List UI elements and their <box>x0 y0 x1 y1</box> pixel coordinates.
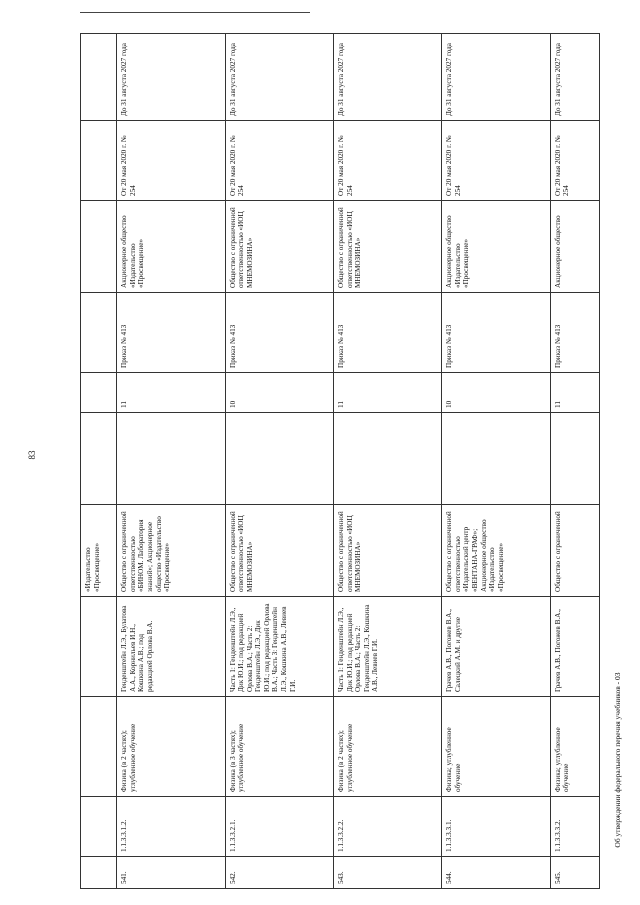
cell-empty <box>117 413 225 505</box>
cell-publisher-author: Общество с ограниченной ответственностью «ИОЦ МНЕМОЗИНА» <box>333 505 441 597</box>
cell-authors: Грачев А.В., Погожев В.А., Салецкий А.М. и другие <box>442 597 550 697</box>
cell-publisher: Акционерное общество «Издательство «Просвещение» <box>117 201 225 293</box>
cell-code: 1.1.3.3.2.2. <box>333 797 441 857</box>
cell-date-to: До 31 августа 2027 года <box>333 34 441 121</box>
cell-publisher-author: Общество с ограниченной <box>550 505 599 597</box>
cell-name: Физика; углубленное обучение <box>442 697 550 797</box>
cell-number: 543. <box>333 857 441 889</box>
cell-grade: 11 <box>333 373 441 413</box>
cell-authors: Генденштейн Л.Э., Булатова А.А., Корнильев И.Н., Кошкина А.В.; под редакцией Орлова В.А. <box>117 597 225 697</box>
cell-order: Приказ № 413 <box>117 293 225 373</box>
page-number: 83 <box>27 450 37 460</box>
cell-name: Физика; углубленное обучение <box>550 697 599 797</box>
cell-publisher: Акционерное общество «Издательство «Просвещение» <box>442 201 550 293</box>
table-row <box>442 34 550 889</box>
cell-empty <box>442 413 550 505</box>
cell-code: 1.1.3.3.3.1. <box>442 797 550 857</box>
table-row-continuation <box>81 34 117 889</box>
cell-date-to: До 31 августа 2027 года <box>117 34 225 121</box>
cell-number: 541. <box>117 857 225 889</box>
top-rule <box>80 12 310 13</box>
textbook-table <box>80 33 600 889</box>
cell-empty <box>333 413 441 505</box>
cell-date-from: От 20 мая 2020 г. № 254 <box>333 121 441 201</box>
cell-date-from: От 20 мая 2020 г. № 254 <box>442 121 550 201</box>
cell-date-to: До 31 августа 2027 года <box>442 34 550 121</box>
cell-date-from: От 20 мая 2020 г. № 254 <box>117 121 225 201</box>
cell-name: Физика (в 2 частях); углубленное обучение <box>117 697 225 797</box>
cell-date-from: От 20 мая 2020 г. № 254 <box>225 121 333 201</box>
cell-name: Физика (в 3 частях); углубленное обучение <box>225 697 333 797</box>
cell-publisher: Акционерное общество <box>550 201 599 293</box>
cell-publisher-author: Общество с ограниченной ответственностью «БИНОМ. Лаборатория знаний»; Акционерное общество «Издательство «Просвещение» <box>117 505 225 597</box>
cell-publisher-author: «Издательство «Просвещение» <box>81 505 117 597</box>
cell-empty <box>225 413 333 505</box>
cell-date-to: До 31 августа 2027 года <box>550 34 599 121</box>
cell-number: 542. <box>225 857 333 889</box>
cell-grade: 11 <box>550 373 599 413</box>
cell-order: Приказ № 413 <box>225 293 333 373</box>
cell-grade: 10 <box>225 373 333 413</box>
cell-publisher: Общество с ограниченной ответственностью «ИОЦ МНЕМОЗИНА» <box>225 201 333 293</box>
cell-code: 1.1.3.3.2.1. <box>225 797 333 857</box>
table-row <box>550 34 599 889</box>
rotated-page-content <box>80 34 600 889</box>
cell-order: Приказ № 413 <box>550 293 599 373</box>
cell-code: 1.1.3.3.3.2. <box>550 797 599 857</box>
cell-publisher: Общество с ограниченной ответственностью «ИОЦ МНЕМОЗИНА» <box>333 201 441 293</box>
cell-authors: Часть 1: Генденштейн Л.Э., Дик Ю.И.; под редакцией Орлова В.А.; Часть 2: Генденштейн Л.Э., Дик Ю.И.; под редакцией Орлова В.А.; Часть 3: Генденштейн Л.Э., Кошкина А.В., Левиев Г.И. <box>225 597 333 697</box>
cell-grade: 11 <box>117 373 225 413</box>
cell-publisher-author: Общество с ограниченной ответственностью «ИОЦ МНЕМОЗИНА» <box>225 505 333 597</box>
textbook-table-container <box>80 34 600 889</box>
cell-code: 1.1.3.3.1.2. <box>117 797 225 857</box>
cell-authors: Грачев А.В., Погожев В.А., <box>550 597 599 697</box>
cell-number: 545. <box>550 857 599 889</box>
cell-date-from: От 20 мая 2020 г. № 254 <box>550 121 599 201</box>
cell-order: Приказ № 413 <box>442 293 550 373</box>
cell-publisher-author: Общество с ограниченной ответственностью «Издательский центр «ВЕНТАНА-ГРАФ»; Акционерное общество «Издательство «Просвещение» <box>442 505 550 597</box>
cell-authors: Часть 1: Генденштейн Л.Э., Дик Ю.И.; под редакцией Орлова В.А.; Часть 2: Генденштейн Л.Э., Кошкина А.В., Левиев Г.И. <box>333 597 441 697</box>
table-row <box>333 34 441 889</box>
cell-number: 544. <box>442 857 550 889</box>
cell-order: Приказ № 413 <box>333 293 441 373</box>
document-footer: Об утверждении федерального перечня учебников - 03 <box>613 672 622 848</box>
cell-grade: 10 <box>442 373 550 413</box>
cell-date-to: До 31 августа 2027 года <box>225 34 333 121</box>
table-row <box>225 34 333 889</box>
cell-name: Физика (в 2 частях); углубленное обучение <box>333 697 441 797</box>
cell-empty <box>550 413 599 505</box>
table-row <box>117 34 225 889</box>
